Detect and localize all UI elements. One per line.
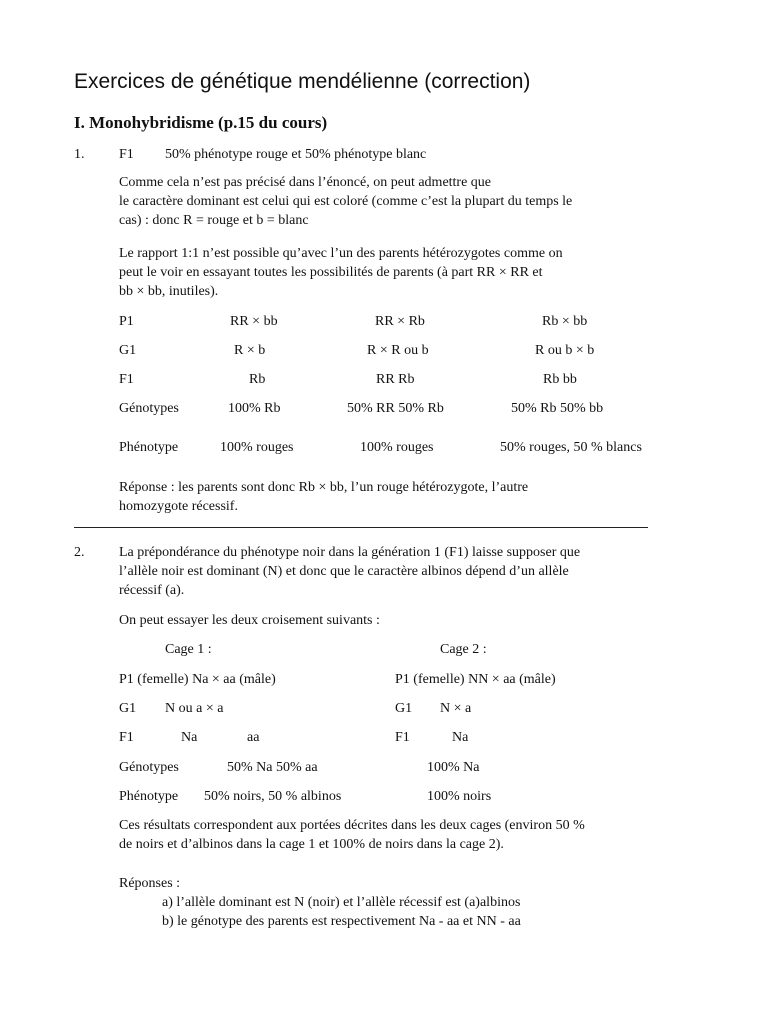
table-row-label: F1 bbox=[119, 372, 134, 387]
cage2-p1: P1 (femelle) NN × aa (mâle) bbox=[395, 672, 556, 687]
table-cell: 100% rouges bbox=[220, 440, 294, 455]
section-divider bbox=[74, 527, 648, 528]
para2-line: Le rapport 1:1 n’est possible qu’avec l’un des parents hétérozygotes comme on bbox=[119, 246, 563, 261]
para2-line: bb × bb, inutiles). bbox=[119, 284, 219, 299]
table-cell: RR × Rb bbox=[375, 314, 425, 329]
cage2-phenotype-value: 100% noirs bbox=[427, 789, 492, 804]
cage2-g1-value: N × a bbox=[440, 701, 472, 716]
cage2-genotypes-value: 100% Na bbox=[427, 760, 480, 775]
f1-label: F1 bbox=[119, 147, 134, 162]
question-number-1: 1. bbox=[74, 147, 85, 162]
table-cell: 100% rouges bbox=[360, 440, 434, 455]
para1-line: récessif (a). bbox=[119, 583, 185, 598]
table-cell: RR Rb bbox=[376, 372, 415, 387]
cage2-f1-value: Na bbox=[452, 730, 469, 745]
question-number-2: 2. bbox=[74, 545, 85, 560]
para2-line: peut le voir en essayant toutes les possibilités de parents (à part RR × RR et bbox=[119, 265, 543, 280]
answer-a: a) l’allèle dominant est N (noir) et l’allèle récessif est (a)albinos bbox=[162, 895, 521, 910]
answers-label: Réponses : bbox=[119, 876, 181, 891]
cage1-genotypes-value: 50% Na 50% aa bbox=[227, 760, 318, 775]
table-row-label: Phénotype bbox=[119, 440, 179, 455]
result-line: de noirs et d’albinos dans la cage 1 et 100% de noirs dans la cage 2). bbox=[119, 837, 504, 852]
cage1-title: Cage 1 : bbox=[165, 642, 212, 657]
table-cell: R × b bbox=[234, 343, 266, 358]
table-row-label: P1 bbox=[119, 314, 134, 329]
page-title: Exercices de génétique mendélienne (correction) bbox=[74, 70, 531, 93]
cage2-g1-label: G1 bbox=[395, 701, 413, 716]
table-row-label: G1 bbox=[119, 343, 137, 358]
cage1-phenotype-value: 50% noirs, 50 % albinos bbox=[204, 789, 342, 804]
cage1-phenotype-label: Phénotype bbox=[119, 789, 179, 804]
cage2-f1-label: F1 bbox=[395, 730, 410, 745]
table-cell: 50% RR 50% Rb bbox=[347, 401, 444, 416]
answer-line: Réponse : les parents sont donc Rb × bb, l’un rouge hétérozygote, l’autre bbox=[119, 480, 529, 495]
table-cell: 50% rouges, 50 % blancs bbox=[500, 440, 642, 455]
table-cell: Rb bbox=[249, 372, 266, 387]
table-cell: Rb bb bbox=[543, 372, 577, 387]
cage1-p1: P1 (femelle) Na × aa (mâle) bbox=[119, 672, 276, 687]
cage1-genotypes-label: Génotypes bbox=[119, 760, 179, 775]
para1-line: cas) : donc R = rouge et b = blanc bbox=[119, 213, 309, 228]
cage2-title: Cage 2 : bbox=[440, 642, 487, 657]
para1-line: le caractère dominant est celui qui est coloré (comme c’est la plupart du temps le bbox=[119, 194, 573, 209]
f1-text: 50% phénotype rouge et 50% phénotype blanc bbox=[165, 147, 427, 162]
cage1-g1-label: G1 bbox=[119, 701, 137, 716]
answer-line: homozygote récessif. bbox=[119, 499, 238, 514]
cage1-g1-value: N ou a × a bbox=[165, 701, 224, 716]
cage1-f1-label: F1 bbox=[119, 730, 134, 745]
cage1-f1-value: Na bbox=[181, 730, 198, 745]
cage1-f1-value: aa bbox=[247, 730, 260, 745]
para1-line: Comme cela n’est pas précisé dans l’énoncé, on peut admettre que bbox=[119, 175, 492, 190]
table-cell: 100% Rb bbox=[228, 401, 281, 416]
intro-text: On peut essayer les deux croisement suivants : bbox=[119, 613, 380, 628]
para1-line: La prépondérance du phénotype noir dans la génération 1 (F1) laisse supposer que bbox=[119, 545, 581, 560]
section-heading-monohybridisme: I. Monohybridisme (p.15 du cours) bbox=[74, 113, 328, 132]
table-cell: R ou b × b bbox=[535, 343, 595, 358]
table-cell: RR × bb bbox=[230, 314, 278, 329]
answer-b: b) le génotype des parents est respectivement Na - aa et NN - aa bbox=[162, 914, 521, 929]
table-row-label: Génotypes bbox=[119, 401, 179, 416]
table-cell: 50% Rb 50% bb bbox=[511, 401, 604, 416]
para1-line: l’allèle noir est dominant (N) et donc que le caractère albinos dépend d’un allèle bbox=[119, 564, 569, 579]
table-cell: Rb × bb bbox=[542, 314, 588, 329]
table-cell: R × R ou b bbox=[367, 343, 429, 358]
result-line: Ces résultats correspondent aux portées décrites dans les deux cages (environ 50 % bbox=[119, 818, 585, 833]
